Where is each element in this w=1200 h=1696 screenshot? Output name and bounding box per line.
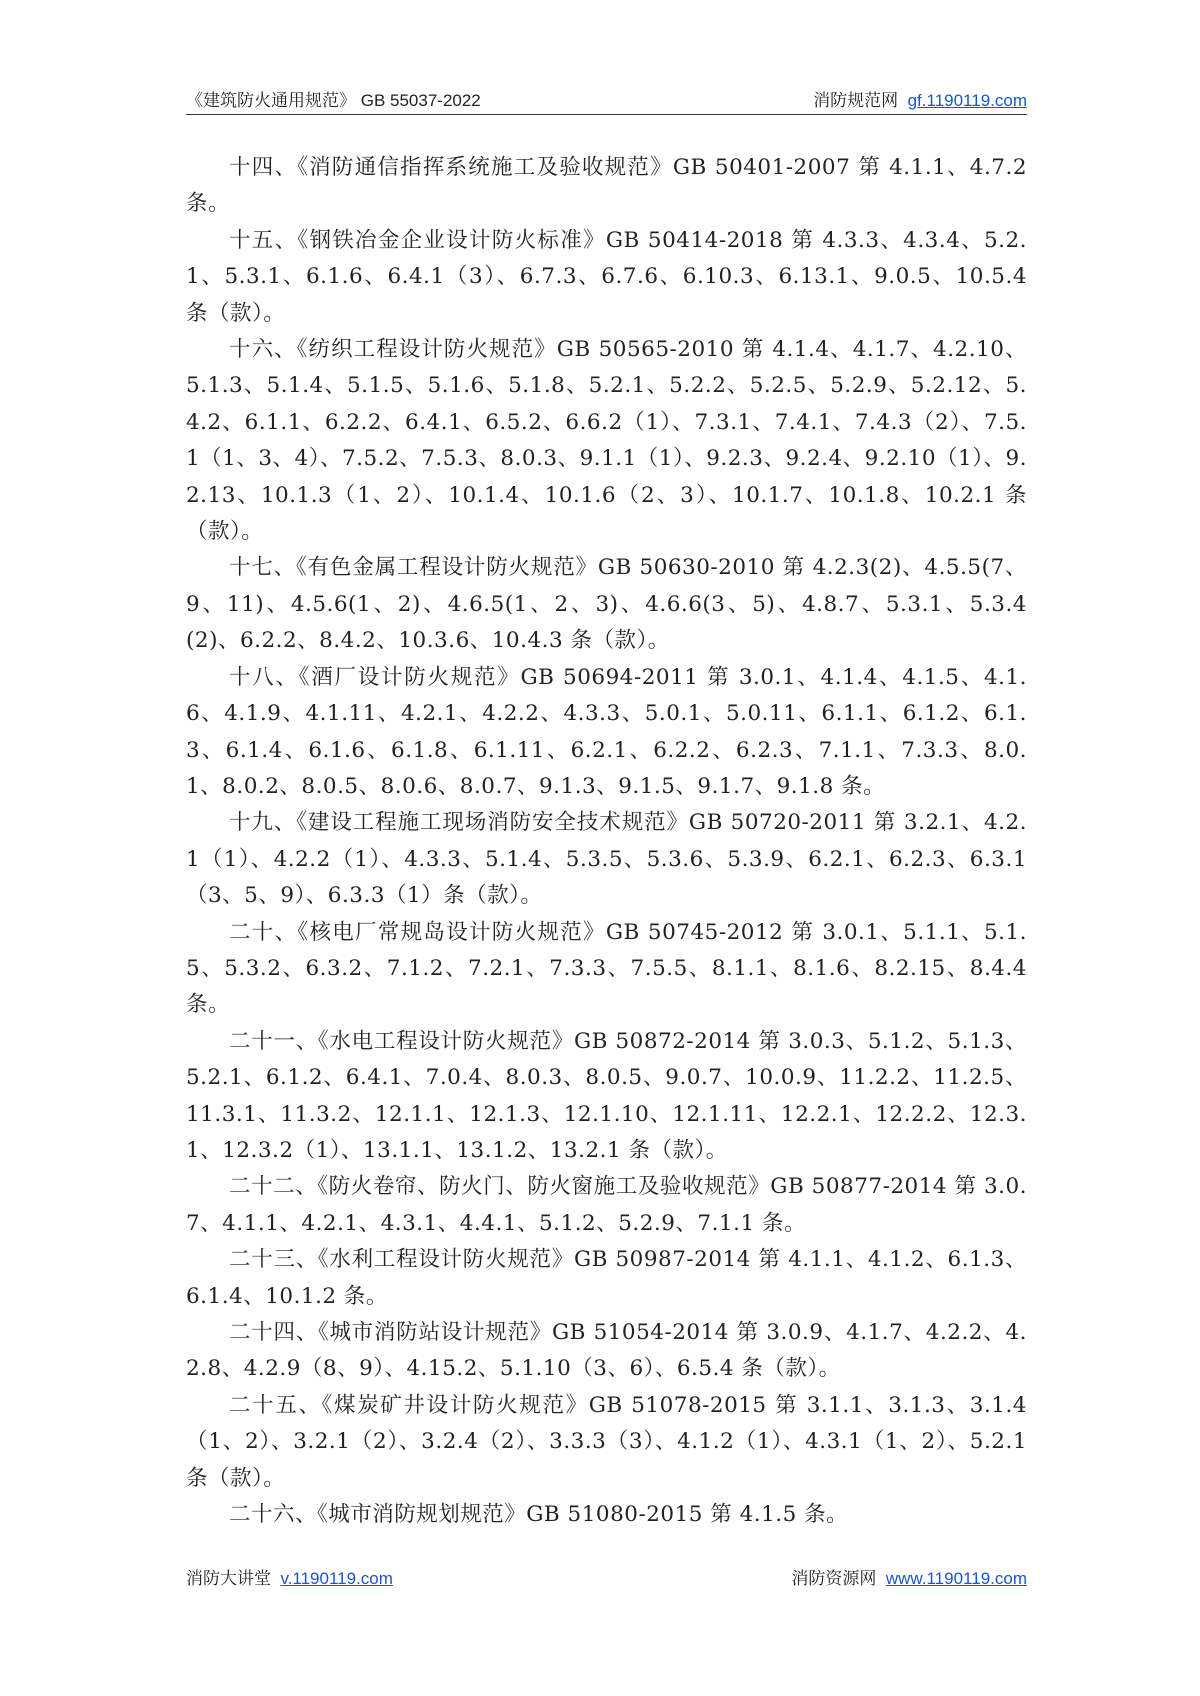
clause-item-25: 二十五、《煤炭矿井设计防火规范》GB 51078-2015 第 3.1.1、3.1.3、3.1.4（1、2）、3.2.1（2）、3.2.4（2）、3.3.3（3）、4.1.2（1）、4.3.1（1、2）、5.2.1 条（款）。	[186, 1392, 1027, 1491]
footer-left-name: 消防大讲堂	[186, 1569, 271, 1588]
clause-item-19: 十九、《建设工程施工现场消防安全技术规范》GB 50720-2011 第 3.2.1、4.2.1（1）、4.2.2（1）、4.3.3、5.1.4、5.3.5、5.3.6、5.3.9、6.2.1、6.2.3、6.3.1（3、5、9）、6.3.3（1）条（款）。	[186, 810, 1027, 909]
footer-right-link[interactable]: www.1190119.com	[885, 1569, 1027, 1588]
clause-item-22: 二十二、《防火卷帘、防火门、防火窗施工及验收规范》GB 50877-2014 第 3.0.7、4.1.1、4.2.1、4.3.1、4.4.1、5.1.2、5.2.9、7.1.1 条。	[186, 1174, 1027, 1236]
page-content	[186, 150, 1027, 1533]
footer-left-link[interactable]: v.1190119.com	[280, 1569, 393, 1588]
clause-item-24: 二十四、《城市消防站设计规范》GB 51054-2014 第 3.0.9、4.1.7、4.2.2、4.2.8、4.2.9（8、9）、4.15.2、5.1.10（3、6）、6.5.4 条（款）。	[186, 1320, 1027, 1382]
footer-left	[186, 1564, 393, 1589]
clause-item-17: 十七、《有色金属工程设计防火规范》GB 50630-2010 第 4.2.3(2)、4.5.5(7、9、11)、4.5.6(1、2)、4.6.5(1、2、3)、4.6.6(3、5)、4.8.7、5.3.1、5.3.4(2)、6.2.2、8.4.2、10.3.6、10.4.3 条（款）。	[186, 555, 1027, 654]
clause-item-16: 十六、《纺织工程设计防火规范》GB 50565-2010 第 4.1.4、4.1.7、4.2.10、5.1.3、5.1.4、5.1.5、5.1.6、5.1.8、5.2.1、5.2.2、5.2.5、5.2.9、5.2.12、5.4.2、6.1.1、6.2.2、6.4.1、6.5.2、6.6.2（1）、7.3.1、7.4.1、7.4.3（2）、7.5.1（1、3、4）、7.5.2、7.5.3、8.0.3、9.1.1（1）、9.2.3、9.2.4、9.2.10（1）、9.2.13、10.1.3（1、2）、10.1.4、10.1.6（2、3）、10.1.7、10.1.8、10.2.1 条（款）。	[186, 337, 1027, 545]
clause-item-26: 二十六、《城市消防规划规范》GB 51080-2015 第 4.1.5 条。	[229, 1502, 849, 1528]
footer-right-name: 消防资源网	[791, 1569, 877, 1588]
clause-item-14: 十四、《消防通信指挥系统施工及验收规范》GB 50401-2007 第 4.1.1、4.7.2 条。	[186, 155, 1027, 217]
footer-right	[791, 1564, 1027, 1589]
clause-item-20: 二十、《核电厂常规岛设计防火规范》GB 50745-2012 第 3.0.1、5.1.1、5.1.5、5.3.2、6.3.2、7.1.2、7.2.1、7.3.3、7.5.5、8.1.1、8.1.6、8.2.15、8.4.4 条。	[186, 919, 1027, 1018]
clause-item-21: 二十一、《水电工程设计防火规范》GB 50872-2014 第 3.0.3、5.1.2、5.1.3、5.2.1、6.1.2、6.4.1、7.0.4、8.0.3、8.0.5、9.0.7、10.0.9、11.2.2、11.2.5、11.3.1、11.3.2、12.1.1、12.1.3、12.1.10、12.1.11、12.2.1、12.2.2、12.3.1、12.3.2（1）、13.1.1、13.1.2、13.2.1 条（款）。	[186, 1028, 1027, 1163]
page-header	[186, 84, 1027, 115]
document-title: 《建筑防火通用规范》 GB 55037-2022	[186, 91, 481, 110]
header-site-name: 消防规范网	[813, 91, 899, 110]
clause-item-15: 十五、《钢铁冶金企业设计防火标准》GB 50414-2018 第 4.3.3、4.3.4、5.2.1、5.3.1、6.1.6、6.4.1（3）、6.7.3、6.7.6、6.10.3、6.13.1、9.0.5、10.5.4 条（款）。	[186, 227, 1027, 326]
clause-item-23: 二十三、《水利工程设计防火规范》GB 50987-2014 第 4.1.1、4.1.2、6.1.3、6.1.4、10.1.2 条。	[186, 1247, 1027, 1309]
header-site	[813, 86, 1027, 111]
header-site-link[interactable]: gf.1190119.com	[907, 91, 1027, 110]
page-footer	[186, 1564, 1027, 1590]
clause-item-18: 十八、《酒厂设计防火规范》GB 50694-2011 第 3.0.1、4.1.4、4.1.5、4.1.6、4.1.9、4.1.11、4.2.1、4.2.2、4.3.3、5.0.1、5.0.11、6.1.1、6.1.2、6.1.3、6.1.4、6.1.6、6.1.8、6.1.11、6.2.1、6.2.2、6.2.3、7.1.1、7.3.3、8.0.1、8.0.2、8.0.5、8.0.6、8.0.7、9.1.3、9.1.5、9.1.7、9.1.8 条。	[186, 664, 1027, 799]
